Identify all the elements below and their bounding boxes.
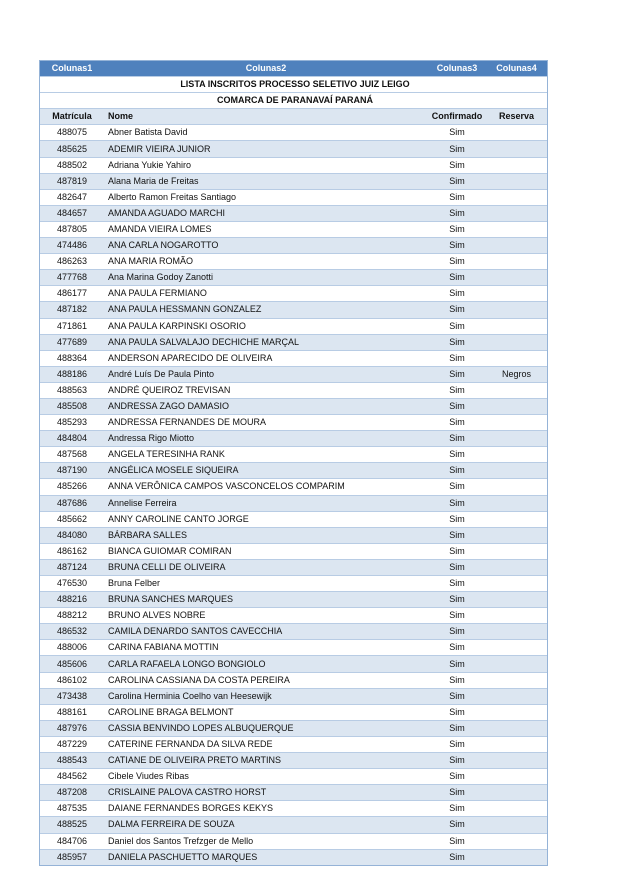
- matricula-cell[interactable]: 477768: [40, 270, 104, 286]
- reserva-cell[interactable]: [486, 157, 547, 173]
- reserva-cell[interactable]: [486, 672, 547, 688]
- nome-cell[interactable]: ANDERSON APARECIDO DE OLIVEIRA: [104, 350, 428, 366]
- confirmado-cell[interactable]: Sim: [428, 527, 486, 543]
- nome-cell[interactable]: BRUNO ALVES NOBRE: [104, 608, 428, 624]
- nome-cell[interactable]: ANGELA TERESINHA RANK: [104, 447, 428, 463]
- table-row[interactable]: [40, 511, 547, 527]
- confirmado-cell[interactable]: Sim: [428, 479, 486, 495]
- confirmado-cell[interactable]: Sim: [428, 543, 486, 559]
- table-row[interactable]: [40, 141, 547, 157]
- matricula-cell[interactable]: 487182: [40, 302, 104, 318]
- reserva-cell[interactable]: [486, 753, 547, 769]
- reserva-cell[interactable]: [486, 302, 547, 318]
- table-row[interactable]: [40, 398, 547, 414]
- reserva-cell[interactable]: [486, 608, 547, 624]
- table-row[interactable]: [40, 624, 547, 640]
- nome-cell[interactable]: Adriana Yukie Yahiro: [104, 157, 428, 173]
- confirmado-cell[interactable]: Sim: [428, 141, 486, 157]
- nome-cell[interactable]: ANDRESSA ZAGO DAMASIO: [104, 398, 428, 414]
- nome-cell[interactable]: CAROLINE BRAGA BELMONT: [104, 704, 428, 720]
- matricula-cell[interactable]: 485625: [40, 141, 104, 157]
- matricula-cell[interactable]: 487568: [40, 447, 104, 463]
- nome-cell[interactable]: CAMILA DENARDO SANTOS CAVECCHIA: [104, 624, 428, 640]
- nome-cell[interactable]: CATIANE DE OLIVEIRA PRETO MARTINS: [104, 753, 428, 769]
- reserva-cell[interactable]: [486, 334, 547, 350]
- nome-cell[interactable]: ANGÉLICA MOSELE SIQUEIRA: [104, 463, 428, 479]
- subtitle-row: [40, 93, 547, 109]
- table-row[interactable]: [40, 415, 547, 431]
- reserva-cell[interactable]: [486, 592, 547, 608]
- nome-cell[interactable]: BÁRBARA SALLES: [104, 527, 428, 543]
- nome-cell[interactable]: BIANCA GUIOMAR COMIRAN: [104, 543, 428, 559]
- nome-cell[interactable]: BRUNA SANCHES MARQUES: [104, 592, 428, 608]
- table-header-row: [40, 61, 547, 77]
- nome-cell[interactable]: ANA PAULA HESSMANN GONZALEZ: [104, 302, 428, 318]
- nome-cell[interactable]: ANA MARIA ROMÃO: [104, 254, 428, 270]
- table-row[interactable]: [40, 688, 547, 704]
- nome-cell[interactable]: ANA CARLA NOGAROTTO: [104, 238, 428, 254]
- nome-cell[interactable]: ANA PAULA FERMIANO: [104, 286, 428, 302]
- confirmado-cell[interactable]: Sim: [428, 254, 486, 270]
- nome-cell[interactable]: CASSIA BENVINDO LOPES ALBUQUERQUE: [104, 720, 428, 736]
- reserva-cell[interactable]: [486, 495, 547, 511]
- table-row[interactable]: [40, 656, 547, 672]
- confirmado-cell[interactable]: Sim: [428, 205, 486, 221]
- reserva-cell[interactable]: [486, 270, 547, 286]
- matricula-cell[interactable]: 488364: [40, 350, 104, 366]
- reserva-cell[interactable]: [486, 318, 547, 334]
- column-header-2[interactable]: Colunas2: [104, 61, 428, 77]
- matricula-cell[interactable]: 487819: [40, 173, 104, 189]
- table-row[interactable]: [40, 608, 547, 624]
- table-row[interactable]: [40, 463, 547, 479]
- reserva-cell[interactable]: [486, 833, 547, 849]
- table-row[interactable]: [40, 785, 547, 801]
- confirmado-cell[interactable]: Sim: [428, 366, 486, 382]
- nome-cell[interactable]: André Luís De Paula Pinto: [104, 366, 428, 382]
- table-row[interactable]: [40, 543, 547, 559]
- title-cell-empty-right: [486, 77, 547, 93]
- matricula-cell[interactable]: 487229: [40, 736, 104, 752]
- table-row[interactable]: [40, 801, 547, 817]
- confirmado-cell[interactable]: Sim: [428, 382, 486, 398]
- reserva-cell[interactable]: [486, 141, 547, 157]
- confirmado-cell[interactable]: Sim: [428, 833, 486, 849]
- table-row[interactable]: [40, 559, 547, 575]
- confirmado-cell[interactable]: Sim: [428, 334, 486, 350]
- confirmado-cell[interactable]: Sim: [428, 769, 486, 785]
- reserva-cell[interactable]: [486, 398, 547, 414]
- nome-cell[interactable]: CARLA RAFAELA LONGO BONGIOLO: [104, 656, 428, 672]
- table-row[interactable]: [40, 334, 547, 350]
- reserva-cell[interactable]: [486, 205, 547, 221]
- matricula-cell[interactable]: 485293: [40, 415, 104, 431]
- confirmado-cell[interactable]: Sim: [428, 656, 486, 672]
- confirmado-cell[interactable]: Sim: [428, 753, 486, 769]
- matricula-cell[interactable]: 487124: [40, 559, 104, 575]
- nome-cell[interactable]: ANDRESSA FERNANDES DE MOURA: [104, 415, 428, 431]
- inscritos-table: [40, 61, 547, 865]
- reserva-cell[interactable]: [486, 656, 547, 672]
- reserva-cell[interactable]: [486, 254, 547, 270]
- matricula-cell[interactable]: 486263: [40, 254, 104, 270]
- column-header-3[interactable]: Colunas3: [428, 61, 486, 77]
- reserva-cell[interactable]: [486, 463, 547, 479]
- reserva-cell[interactable]: Negros: [486, 366, 547, 382]
- reserva-cell[interactable]: [486, 286, 547, 302]
- confirmado-cell[interactable]: Sim: [428, 157, 486, 173]
- table-row[interactable]: [40, 431, 547, 447]
- confirmado-cell[interactable]: Sim: [428, 415, 486, 431]
- reserva-cell[interactable]: [486, 849, 547, 865]
- matricula-cell[interactable]: 485606: [40, 656, 104, 672]
- reserva-cell[interactable]: [486, 431, 547, 447]
- nome-cell[interactable]: ANNY CAROLINE CANTO JORGE: [104, 511, 428, 527]
- table-row[interactable]: [40, 849, 547, 865]
- matricula-cell[interactable]: 487686: [40, 495, 104, 511]
- matricula-cell[interactable]: 471861: [40, 318, 104, 334]
- confirmado-cell[interactable]: Sim: [428, 688, 486, 704]
- table-row[interactable]: [40, 366, 547, 382]
- list-subtitle: COMARCA DE PARANAVAÍ PARANÁ: [104, 93, 486, 109]
- matricula-label: Matrícula: [40, 109, 104, 125]
- confirmado-cell[interactable]: Sim: [428, 447, 486, 463]
- matricula-cell[interactable]: 476530: [40, 576, 104, 592]
- confirmado-cell[interactable]: Sim: [428, 270, 486, 286]
- nome-cell[interactable]: Ana Marina Godoy Zanotti: [104, 270, 428, 286]
- nome-cell[interactable]: ADEMIR VIEIRA JUNIOR: [104, 141, 428, 157]
- confirmado-cell[interactable]: Sim: [428, 736, 486, 752]
- confirmado-cell[interactable]: Sim: [428, 173, 486, 189]
- confirmado-cell[interactable]: Sim: [428, 672, 486, 688]
- reserva-cell[interactable]: [486, 527, 547, 543]
- reserva-cell[interactable]: [486, 415, 547, 431]
- nome-cell[interactable]: Annelise Ferreira: [104, 495, 428, 511]
- nome-cell[interactable]: Abner Batista David: [104, 125, 428, 141]
- table-row[interactable]: [40, 270, 547, 286]
- matricula-cell[interactable]: 473438: [40, 688, 104, 704]
- nome-cell[interactable]: ANA PAULA SALVALAJO DECHICHE MARÇAL: [104, 334, 428, 350]
- table-row[interactable]: [40, 769, 547, 785]
- table-row[interactable]: [40, 576, 547, 592]
- matricula-cell[interactable]: 484657: [40, 205, 104, 221]
- matricula-cell[interactable]: 485662: [40, 511, 104, 527]
- reserva-cell[interactable]: [486, 189, 547, 205]
- table-row[interactable]: [40, 302, 547, 318]
- column-header-4[interactable]: Colunas4: [486, 61, 547, 77]
- reserva-cell[interactable]: [486, 801, 547, 817]
- table-row[interactable]: [40, 205, 547, 221]
- table-row[interactable]: [40, 817, 547, 833]
- reserva-cell[interactable]: [486, 704, 547, 720]
- table-row[interactable]: [40, 254, 547, 270]
- table-row[interactable]: [40, 720, 547, 736]
- confirmado-cell[interactable]: Sim: [428, 125, 486, 141]
- nome-cell[interactable]: Carolina Herminia Coelho van Heesewijk: [104, 688, 428, 704]
- confirmado-cell[interactable]: Sim: [428, 559, 486, 575]
- reserva-cell[interactable]: [486, 640, 547, 656]
- table-row[interactable]: [40, 173, 547, 189]
- column-header-1[interactable]: Colunas1: [40, 61, 104, 77]
- confirmado-cell[interactable]: Sim: [428, 431, 486, 447]
- reserva-cell[interactable]: [486, 221, 547, 237]
- reserva-cell[interactable]: [486, 173, 547, 189]
- list-title: LISTA INSCRITOS PROCESSO SELETIVO JUIZ LEIGO: [104, 77, 486, 93]
- confirmado-cell[interactable]: Sim: [428, 785, 486, 801]
- reserva-cell[interactable]: [486, 543, 547, 559]
- reserva-cell[interactable]: [486, 479, 547, 495]
- reserva-cell[interactable]: [486, 350, 547, 366]
- reserva-cell[interactable]: [486, 382, 547, 398]
- table-row[interactable]: [40, 640, 547, 656]
- confirmado-cell[interactable]: Sim: [428, 398, 486, 414]
- reserva-cell[interactable]: [486, 576, 547, 592]
- nome-cell[interactable]: Cibele Viudes Ribas: [104, 769, 428, 785]
- reserva-cell[interactable]: [486, 817, 547, 833]
- subtitle-cell-empty-right: [486, 93, 547, 109]
- reserva-cell[interactable]: [486, 736, 547, 752]
- nome-cell[interactable]: Bruna Felber: [104, 576, 428, 592]
- nome-cell[interactable]: CATERINE FERNANDA DA SILVA REDE: [104, 736, 428, 752]
- table-row[interactable]: [40, 495, 547, 511]
- table-row[interactable]: [40, 350, 547, 366]
- table-row[interactable]: [40, 238, 547, 254]
- confirmado-cell[interactable]: Sim: [428, 302, 486, 318]
- nome-cell[interactable]: BRUNA CELLI DE OLIVEIRA: [104, 559, 428, 575]
- nome-cell[interactable]: DANIELA PASCHUETTO MARQUES: [104, 849, 428, 865]
- matricula-cell[interactable]: 488502: [40, 157, 104, 173]
- matricula-cell[interactable]: 488186: [40, 366, 104, 382]
- nome-cell[interactable]: ANNA VERÔNICA CAMPOS VASCONCELOS COMPARIM: [104, 479, 428, 495]
- table-row[interactable]: [40, 672, 547, 688]
- confirmado-cell[interactable]: Sim: [428, 849, 486, 865]
- matricula-cell[interactable]: 488563: [40, 382, 104, 398]
- title-cell-empty: [40, 77, 104, 93]
- matricula-cell[interactable]: 485957: [40, 849, 104, 865]
- table-row[interactable]: [40, 382, 547, 398]
- table-row[interactable]: [40, 286, 547, 302]
- confirmado-cell[interactable]: Sim: [428, 817, 486, 833]
- confirmado-cell[interactable]: Sim: [428, 511, 486, 527]
- matricula-cell[interactable]: 487976: [40, 720, 104, 736]
- nome-cell[interactable]: Andressa Rigo Miotto: [104, 431, 428, 447]
- table-row[interactable]: [40, 157, 547, 173]
- confirmado-cell[interactable]: Sim: [428, 801, 486, 817]
- matricula-cell[interactable]: 487535: [40, 801, 104, 817]
- reserva-label: Reserva: [486, 109, 547, 125]
- subtitle-cell-empty: [40, 93, 104, 109]
- matricula-cell[interactable]: 474486: [40, 238, 104, 254]
- confirmado-cell[interactable]: Sim: [428, 608, 486, 624]
- confirmado-cell[interactable]: Sim: [428, 720, 486, 736]
- nome-cell[interactable]: DAIANE FERNANDES BORGES KEKYS: [104, 801, 428, 817]
- confirmado-cell[interactable]: Sim: [428, 463, 486, 479]
- matricula-cell[interactable]: 484562: [40, 769, 104, 785]
- table-row[interactable]: [40, 125, 547, 141]
- confirmado-cell[interactable]: Sim: [428, 592, 486, 608]
- matricula-cell[interactable]: 484804: [40, 431, 104, 447]
- matricula-cell[interactable]: 486102: [40, 672, 104, 688]
- reserva-cell[interactable]: [486, 769, 547, 785]
- table-row[interactable]: [40, 704, 547, 720]
- nome-label: Nome: [104, 109, 428, 125]
- reserva-cell[interactable]: [486, 624, 547, 640]
- table-row[interactable]: [40, 221, 547, 237]
- matricula-cell[interactable]: 484080: [40, 527, 104, 543]
- title-row: [40, 77, 547, 93]
- reserva-cell[interactable]: [486, 559, 547, 575]
- nome-cell[interactable]: ANA PAULA KARPINSKI OSORIO: [104, 318, 428, 334]
- confirmado-cell[interactable]: Sim: [428, 640, 486, 656]
- reserva-cell[interactable]: [486, 785, 547, 801]
- table-row[interactable]: [40, 318, 547, 334]
- reserva-cell[interactable]: [486, 238, 547, 254]
- reserva-cell[interactable]: [486, 688, 547, 704]
- confirmado-cell[interactable]: Sim: [428, 189, 486, 205]
- matricula-cell[interactable]: 488212: [40, 608, 104, 624]
- reserva-cell[interactable]: [486, 511, 547, 527]
- table-row[interactable]: [40, 447, 547, 463]
- confirmado-cell[interactable]: Sim: [428, 576, 486, 592]
- table-row[interactable]: [40, 189, 547, 205]
- table-row[interactable]: [40, 736, 547, 752]
- matricula-cell[interactable]: 488075: [40, 125, 104, 141]
- nome-cell[interactable]: Alana Maria de Freitas: [104, 173, 428, 189]
- reserva-cell[interactable]: [486, 447, 547, 463]
- table-row[interactable]: [40, 833, 547, 849]
- confirmado-cell[interactable]: Sim: [428, 238, 486, 254]
- confirmado-cell[interactable]: Sim: [428, 286, 486, 302]
- matricula-cell[interactable]: 484706: [40, 833, 104, 849]
- confirmado-cell[interactable]: Sim: [428, 704, 486, 720]
- nome-cell[interactable]: CAROLINA CASSIANA DA COSTA PEREIRA: [104, 672, 428, 688]
- table-row[interactable]: [40, 592, 547, 608]
- matricula-cell[interactable]: 486177: [40, 286, 104, 302]
- matricula-cell[interactable]: 486162: [40, 543, 104, 559]
- matricula-cell[interactable]: 487805: [40, 221, 104, 237]
- matricula-cell[interactable]: 477689: [40, 334, 104, 350]
- matricula-cell[interactable]: 488161: [40, 704, 104, 720]
- nome-cell[interactable]: AMANDA AGUADO MARCHI: [104, 205, 428, 221]
- nome-cell[interactable]: CRISLAINE PALOVA CASTRO HORST: [104, 785, 428, 801]
- matricula-cell[interactable]: 487208: [40, 785, 104, 801]
- confirmado-cell[interactable]: Sim: [428, 221, 486, 237]
- matricula-cell[interactable]: 486532: [40, 624, 104, 640]
- confirmado-cell[interactable]: Sim: [428, 624, 486, 640]
- matricula-cell[interactable]: 488525: [40, 817, 104, 833]
- nome-cell[interactable]: Daniel dos Santos Trefzger de Mello: [104, 833, 428, 849]
- nome-cell[interactable]: ANDRÉ QUEIROZ TREVISAN: [104, 382, 428, 398]
- spreadsheet-table-container: [39, 60, 548, 866]
- matricula-cell[interactable]: 485508: [40, 398, 104, 414]
- field-header-row: [40, 109, 547, 125]
- table-row[interactable]: [40, 527, 547, 543]
- matricula-cell[interactable]: 488216: [40, 592, 104, 608]
- table-row[interactable]: [40, 753, 547, 769]
- matricula-cell[interactable]: 487190: [40, 463, 104, 479]
- matricula-cell[interactable]: 488006: [40, 640, 104, 656]
- reserva-cell[interactable]: [486, 720, 547, 736]
- matricula-cell[interactable]: 488543: [40, 753, 104, 769]
- nome-cell[interactable]: AMANDA VIEIRA LOMES: [104, 221, 428, 237]
- reserva-cell[interactable]: [486, 125, 547, 141]
- nome-cell[interactable]: DALMA FERREIRA DE SOUZA: [104, 817, 428, 833]
- table-row[interactable]: [40, 479, 547, 495]
- nome-cell[interactable]: CARINA FABIANA MOTTIN: [104, 640, 428, 656]
- confirmado-label: Confirmado: [428, 109, 486, 125]
- confirmado-cell[interactable]: Sim: [428, 495, 486, 511]
- confirmado-cell[interactable]: Sim: [428, 350, 486, 366]
- confirmado-cell[interactable]: Sim: [428, 318, 486, 334]
- nome-cell[interactable]: Alberto Ramon Freitas Santiago: [104, 189, 428, 205]
- matricula-cell[interactable]: 482647: [40, 189, 104, 205]
- matricula-cell[interactable]: 485266: [40, 479, 104, 495]
